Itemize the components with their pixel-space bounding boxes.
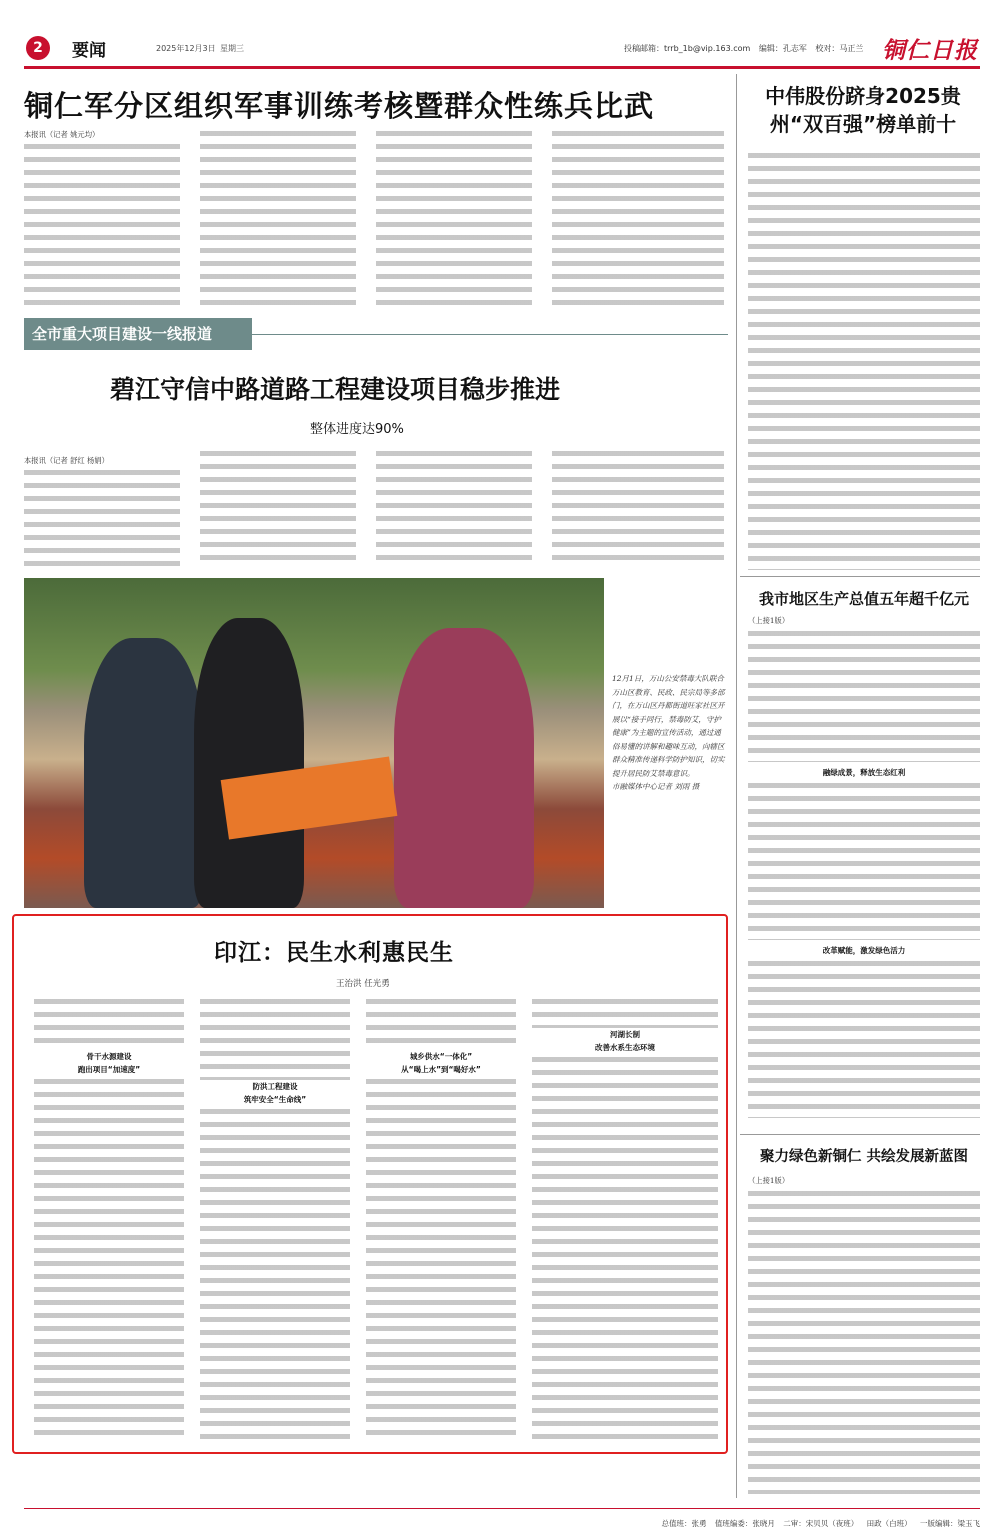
section-banner: 全市重大项目建设一线报道 — [24, 318, 252, 350]
right-rule-2 — [740, 1134, 980, 1135]
article2-col4 — [552, 448, 724, 568]
issue-date: 2025年12月3日 — [156, 44, 216, 53]
article1-lead: 本报讯（记者 姚元均） — [24, 130, 100, 139]
photo-caption — [612, 672, 726, 794]
section-title: 要闻 — [72, 41, 106, 61]
article1-col1 — [24, 128, 180, 308]
article3-col4 — [532, 996, 718, 1448]
article2-body — [24, 448, 724, 568]
photo-figure-woman — [194, 618, 304, 908]
article3-sub1b: 跑出项目“加速度” — [77, 1065, 141, 1074]
right-rule-1 — [740, 576, 980, 577]
article3-headline[interactable]: 印江：民生水利惠民生 — [214, 940, 454, 966]
article3-sub3b: 从“喝上水”到“喝好水” — [401, 1065, 481, 1074]
article3-sub1: 骨干水源建设 — [86, 1052, 132, 1061]
right-headline-3[interactable]: 聚力绿色新铜仁 共绘发展新蓝图 — [759, 1149, 969, 1165]
issue-weekday: 星期三 — [220, 44, 244, 53]
article1-col4 — [552, 128, 724, 308]
article2-col1 — [24, 448, 180, 568]
news-photo[interactable] — [24, 578, 604, 908]
article1-body — [24, 128, 724, 308]
right-article2-body-a — [748, 628, 980, 762]
article3-sub2: 防洪工程建设 — [252, 1082, 298, 1091]
footer-credits: 总值班：张勇 值班编委：张晓月 二审：宋贝贝（夜班） 田政（白班） 一版编辑：梁玉飞 — [661, 1519, 980, 1528]
masthead-rule — [24, 66, 980, 69]
article3-col3 — [366, 996, 516, 1448]
right-article2-body-b — [748, 780, 980, 940]
right-subhead-2: 改革赋能，激发绿色活力 — [822, 946, 906, 955]
article1-col2 — [200, 128, 356, 308]
newspaper-logo: 铜仁日报 — [882, 37, 978, 64]
article2-col3 — [376, 448, 532, 568]
article3-sub4: 河湖长制 — [610, 1030, 640, 1039]
article2-col2 — [200, 448, 356, 568]
article2-subheadline: 整体进度达90% — [310, 422, 404, 437]
article2-lead: 本报讯（记者 舒红 杨娟） — [24, 456, 109, 465]
photo-figure-resident — [394, 628, 534, 908]
photo-caption-text: 12月1日，万山公安禁毒大队联合万山区教育、民政、民宗局等多部门，在万山区丹都街道旺家社区开展以“接手同行，禁毒防艾，守护健康”为主题的宣传活动，通过通俗易懂的讲解和趣味互动，向辖区群众精准传递科学防护知识，切实提升居民防艾禁毒意识。 — [612, 674, 725, 778]
article3-sub3: 城乡供水“一体化” — [409, 1052, 473, 1061]
editor-contacts: 投稿邮箱：trrb_1b@vip.163.com 编辑：孔志军 校对：马正兰 — [624, 44, 864, 53]
page-number: 2 — [26, 36, 50, 60]
article3-col2 — [200, 996, 350, 1448]
right-subhead-1: 融绿成景，释放生态红利 — [822, 768, 906, 777]
masthead — [24, 30, 980, 70]
photo-credit: 市融媒体中心记者 刘雨 摄 — [612, 782, 700, 791]
article3-sub2b: 筑牢安全“生命线” — [243, 1095, 307, 1104]
right-article2-body-c — [748, 958, 980, 1118]
right-headline-1[interactable]: 中伟股份跻身2025贵州“双百强”榜单前十 — [765, 84, 961, 136]
article1-headline[interactable]: 铜仁军分区组织军事训练考核暨群众性练兵比武 — [24, 89, 655, 123]
column-divider — [736, 74, 737, 1498]
right-article3-body — [748, 1188, 980, 1494]
article1-col3 — [376, 128, 532, 308]
article3-sub4b: 改善水系生态环境 — [595, 1043, 655, 1052]
photo-figure-officer — [84, 638, 204, 908]
article3-col1 — [34, 996, 184, 1448]
right-note-3: （上接1版） — [748, 1176, 790, 1185]
right-headline-2[interactable]: 我市地区生产总值五年超千亿元 — [758, 590, 969, 608]
right-article1-body — [748, 150, 980, 570]
article3-byline: 王治洪 任光勇 — [336, 979, 390, 989]
footer-rule — [24, 1508, 980, 1509]
article2-headline[interactable]: 碧江守信中路道路工程建设项目稳步推进 — [110, 375, 561, 404]
banner-rule — [252, 334, 728, 335]
right-note-2: （上接1版） — [748, 616, 790, 625]
